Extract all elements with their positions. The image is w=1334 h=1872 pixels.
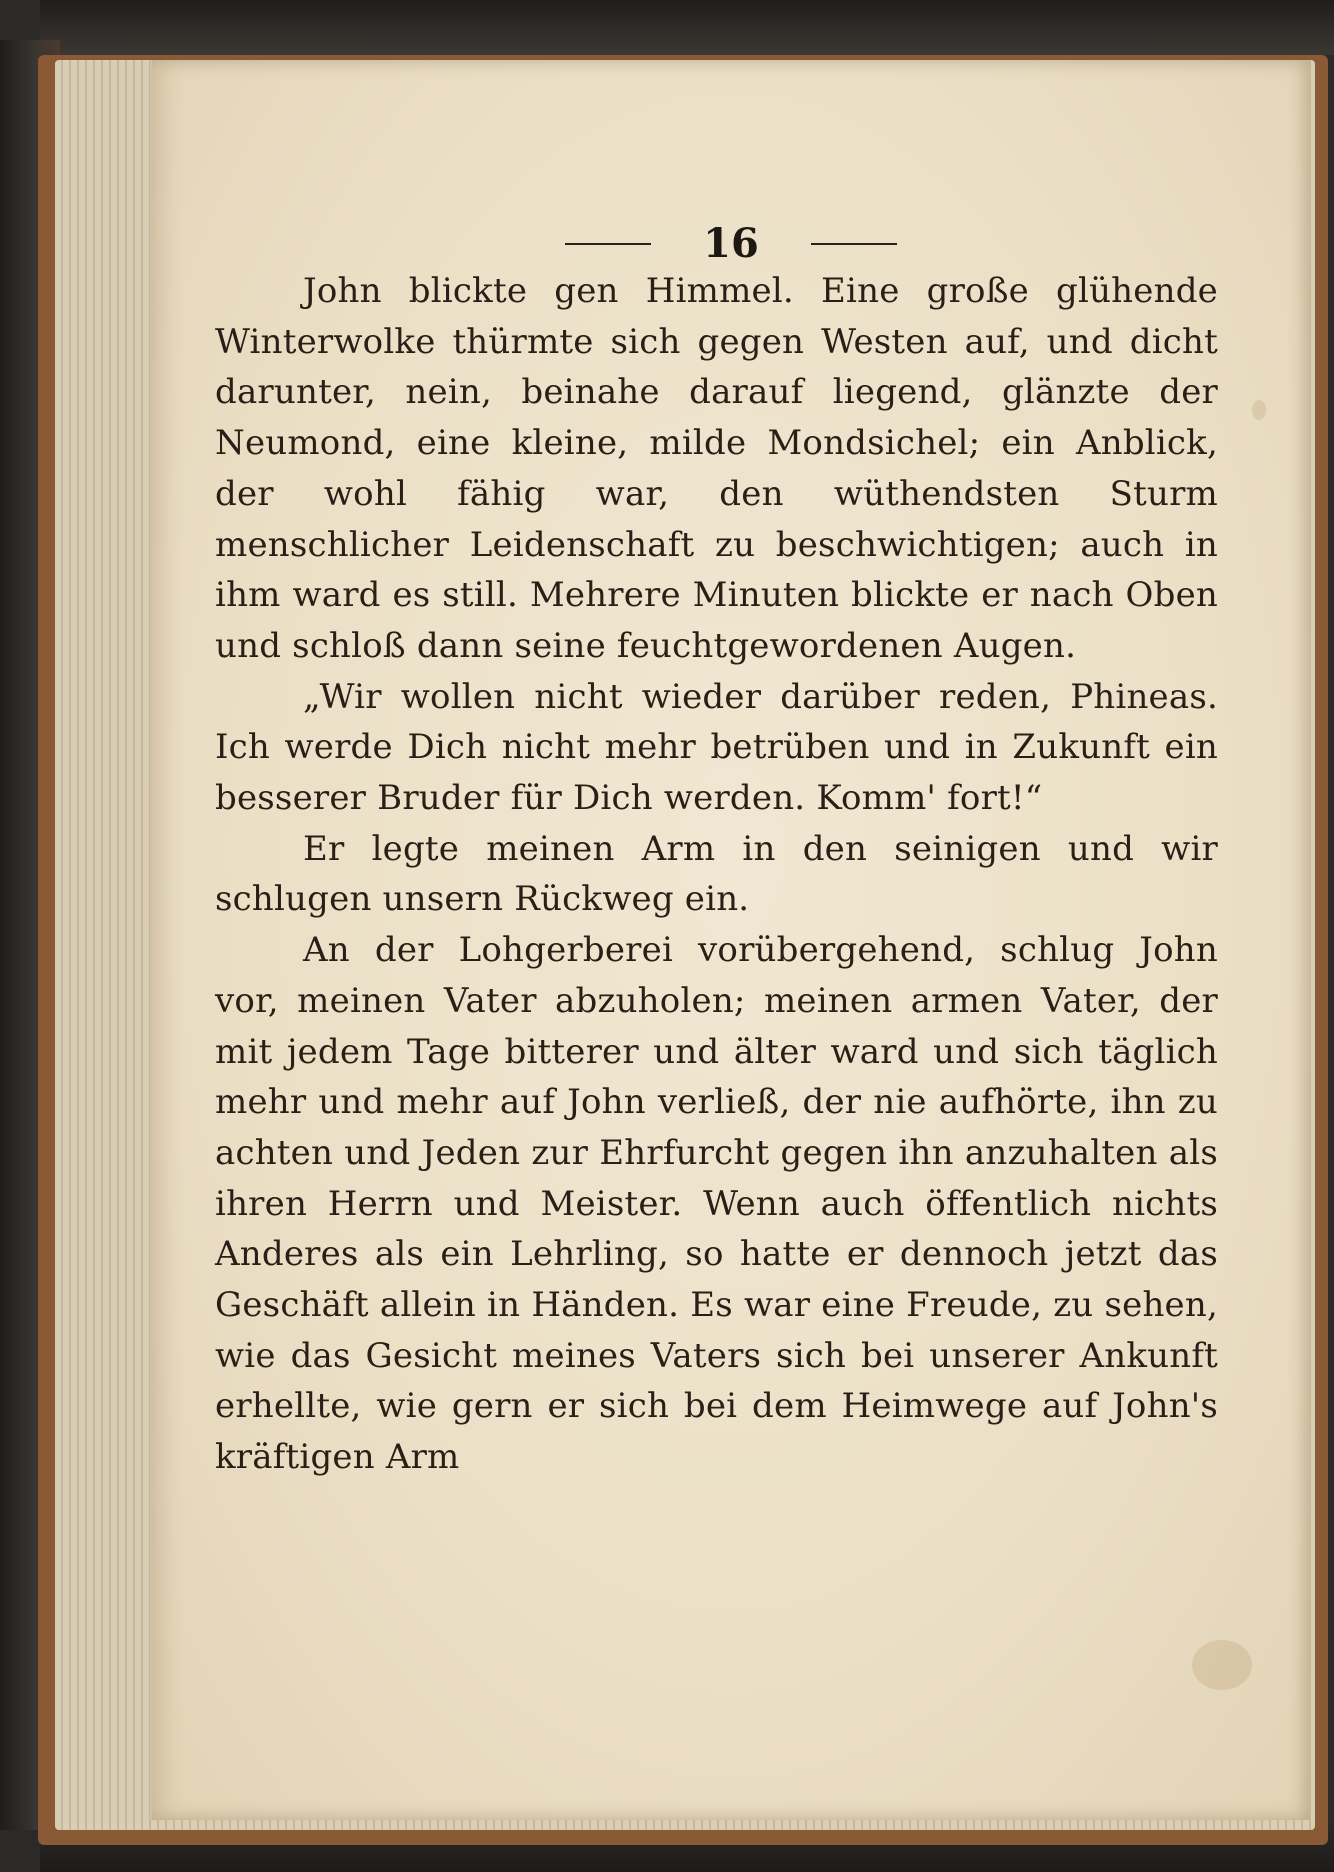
paper-stain bbox=[1252, 400, 1266, 420]
book-cover-top bbox=[40, 0, 1334, 55]
paper-stain bbox=[1192, 1640, 1252, 1690]
paragraph: An der Lohgerberei vorübergehend, schlug John vor, meinen Vater abzuholen; meinen armen Vater, der mit jedem Tage bitterer und älter ward und sich täglich mehr und mehr auf John verließ, der nie aufhörte, ihn zu achten und Jeden zur Ehrfurcht gegen ihn anzuhalten als ihren Herrn und Meister. Wenn auch öffentlich nichts Anderes als ein Lehrling, so hatte er dennoch jetzt das Geschäft allein in Händen. Es war eine Freude, zu sehen, wie das Gesicht meines Vaters sich bei unserer Ankunft erhellte, wie gern er sich bei dem Heimwege auf John's kräftigen Arm bbox=[215, 930, 1218, 1478]
page-body-text bbox=[215, 266, 1218, 1483]
header-rule-right bbox=[811, 243, 897, 245]
paragraph: Er legte meinen Arm in den seinigen und wir schlugen unsern Rückweg ein. bbox=[215, 828, 1218, 920]
header-rule-left bbox=[565, 243, 651, 245]
page-number: 16 bbox=[703, 220, 759, 267]
paragraph: „Wir wollen nicht wieder darüber reden, Phineas. Ich werde Dich nicht mehr betrüben und in Zukunft ein besserer Bruder für Dich werden. Komm' fort!“ bbox=[215, 676, 1218, 819]
paragraph: John blickte gen Himmel. Eine große glühende Winterwolke thürmte sich gegen Westen auf, und dicht darunter, nein, beinahe darauf liegend, glänzte der Neumond, eine kleine, milde Mondsichel; ein Anblick, der wohl fähig war, den wüthendsten Sturm menschlicher Leidenschaft zu beschwichtigen; auch in ihm ward es still. Mehrere Minuten blickte er nach Oben und schloß dann seine feuchtgewordenen Augen. bbox=[215, 271, 1218, 666]
